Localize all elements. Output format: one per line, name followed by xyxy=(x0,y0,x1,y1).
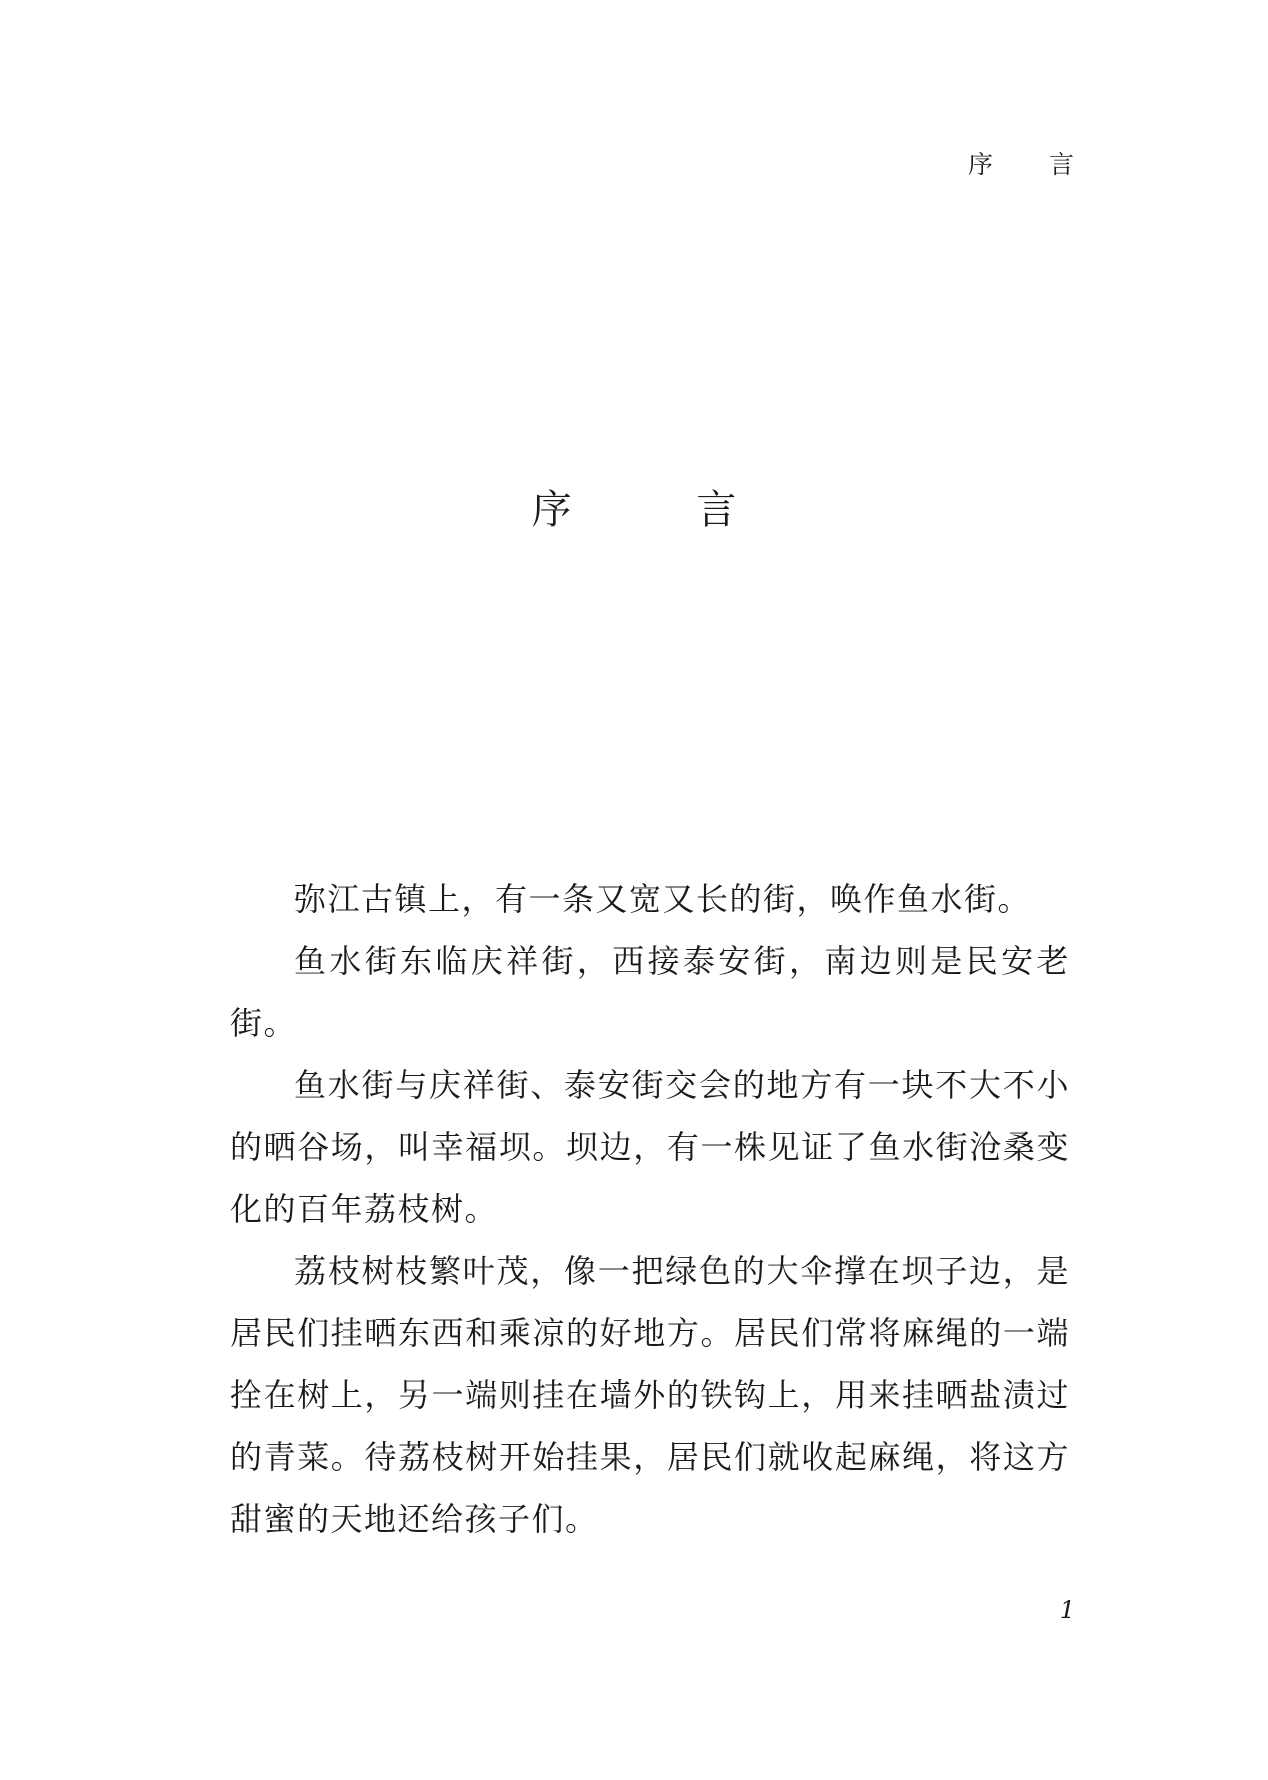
chapter-title: 序 言 xyxy=(531,487,793,533)
page-number: 1 xyxy=(1059,1596,1075,1624)
running-header: 序 言 xyxy=(968,150,1098,179)
paragraph: 荔枝树枝繁叶茂，像一把绿色的大伞撑在坝子边，是居民们挂晒东西和乘凉的好地方。居民们常将麻绳的一端拴在树上，另一端则挂在墙外的铁钩上，用来挂晒盐渍过的青菜。待荔枝树开始挂果，居民们就收起麻绳，将这方甜蜜的天地还给孩子们。 xyxy=(230,1252,1070,1538)
paragraph: 鱼水街东临庆祥街，西接泰安街，南边则是民安老街。 xyxy=(230,942,1070,1042)
paragraph: 弥江古镇上，有一条又宽又长的街，唤作鱼水街。 xyxy=(294,880,1032,918)
body-text xyxy=(230,868,1070,1550)
paragraph: 鱼水街与庆祥街、泰安街交会的地方有一块不大不小的晒谷场，叫幸福坝。坝边，有一株见证了鱼水街沧桑变化的百年荔枝树。 xyxy=(230,1066,1070,1228)
